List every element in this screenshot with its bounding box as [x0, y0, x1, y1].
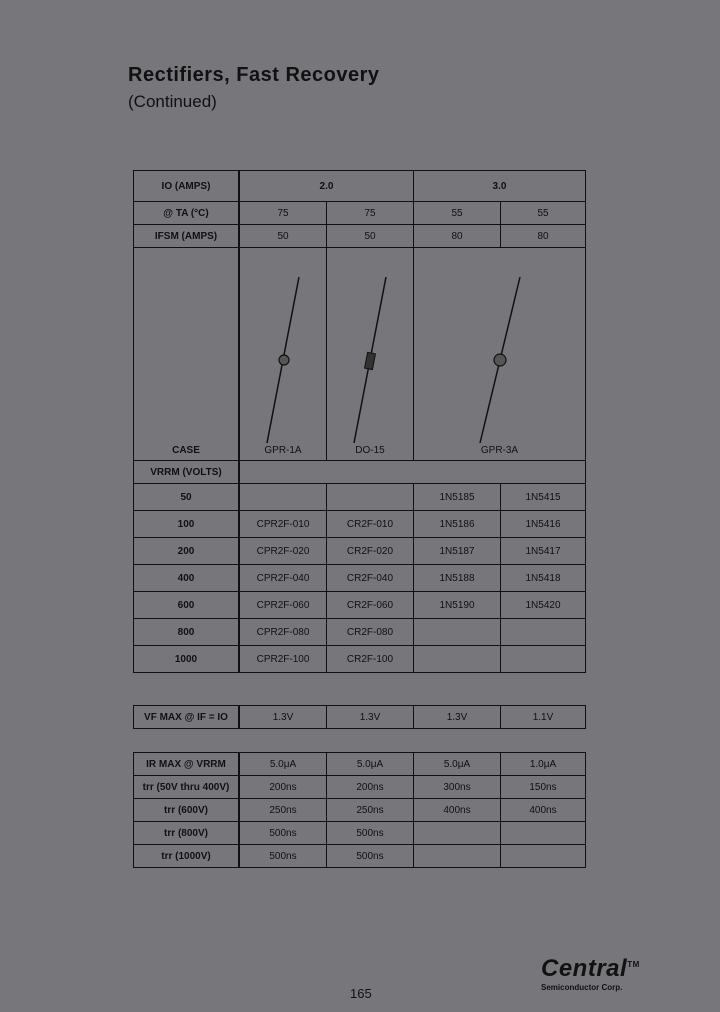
spec-label: trr (50V thru 400V) — [134, 776, 240, 799]
diode-gpr1a-icon — [263, 275, 303, 445]
page-title: Rectifiers, Fast Recovery — [128, 64, 380, 86]
ifsm-cell: 50 — [239, 225, 327, 248]
part-cell: CPR2F-100 — [239, 646, 327, 673]
voltage-cell: 1000 — [134, 646, 240, 673]
table-row — [134, 753, 586, 776]
part-cell: 1N5416 — [501, 511, 586, 538]
part-cell: CR2F-020 — [327, 538, 414, 565]
table-row — [134, 461, 586, 484]
table-row — [134, 845, 586, 868]
rectifier-selection-table — [133, 170, 586, 673]
ifsm-cell: 50 — [327, 225, 414, 248]
vrrm-label: VRRM (VOLTS) — [134, 461, 240, 484]
table-row — [134, 592, 586, 619]
part-cell — [414, 646, 501, 673]
spec-cell: 1.0μA — [501, 753, 586, 776]
voltage-cell: 400 — [134, 565, 240, 592]
part-cell — [414, 619, 501, 646]
table-row — [134, 565, 586, 592]
spec-cell: 500ns — [239, 822, 327, 845]
spec-cell: 250ns — [327, 799, 414, 822]
voltage-cell: 800 — [134, 619, 240, 646]
forward-voltage-table — [133, 705, 586, 729]
case-cell-gpr3a — [414, 248, 586, 461]
table-row — [134, 225, 586, 248]
temp-cell: 75 — [239, 202, 327, 225]
part-cell: 1N5187 — [414, 538, 501, 565]
vrrm-spacer — [239, 461, 586, 484]
spec-cell: 400ns — [501, 799, 586, 822]
part-cell: CPR2F-060 — [239, 592, 327, 619]
table-row — [134, 646, 586, 673]
spec-cell: 300ns — [414, 776, 501, 799]
table-row — [134, 619, 586, 646]
voltage-cell: 50 — [134, 484, 240, 511]
brand-name: Central — [541, 955, 628, 982]
part-cell: CR2F-080 — [327, 619, 414, 646]
part-cell: CR2F-010 — [327, 511, 414, 538]
brand-subtitle: Semiconductor Corp. — [541, 983, 623, 992]
table-row — [134, 511, 586, 538]
spec-label: trr (600V) — [134, 799, 240, 822]
part-cell — [501, 619, 586, 646]
case-name: DO-15 — [355, 445, 385, 456]
ifsm-cell: 80 — [501, 225, 586, 248]
part-cell: CR2F-100 — [327, 646, 414, 673]
part-cell: CPR2F-040 — [239, 565, 327, 592]
temp-label: @ TA (°C) — [134, 202, 240, 225]
temp-cell: 75 — [327, 202, 414, 225]
voltage-cell: 200 — [134, 538, 240, 565]
ifsm-label: IFSM (AMPS) — [134, 225, 240, 248]
electrical-specs-table — [133, 752, 586, 868]
case-cell-do15 — [327, 248, 414, 461]
spec-cell — [414, 845, 501, 868]
spec-cell: 500ns — [327, 845, 414, 868]
page-subtitle: (Continued) — [128, 92, 217, 111]
spec-cell: 5.0μA — [239, 753, 327, 776]
part-cell — [239, 484, 327, 511]
vf-cell: 1.1V — [501, 706, 586, 729]
part-cell — [327, 484, 414, 511]
table-row — [134, 202, 586, 225]
part-cell: 1N5188 — [414, 565, 501, 592]
part-cell: 1N5417 — [501, 538, 586, 565]
io-group-1: 2.0 — [239, 171, 414, 202]
table-row — [134, 171, 586, 202]
part-cell: CR2F-040 — [327, 565, 414, 592]
table-row — [134, 799, 586, 822]
brand-logo — [541, 955, 640, 983]
spec-cell: 5.0μA — [414, 753, 501, 776]
case-label: CASE — [134, 248, 240, 461]
spec-cell — [501, 845, 586, 868]
table-row — [134, 538, 586, 565]
spec-cell: 500ns — [239, 845, 327, 868]
io-group-2: 3.0 — [414, 171, 586, 202]
part-cell: 1N5418 — [501, 565, 586, 592]
vf-cell: 1.3V — [239, 706, 327, 729]
spec-label: trr (800V) — [134, 822, 240, 845]
spec-cell: 200ns — [239, 776, 327, 799]
temp-cell: 55 — [501, 202, 586, 225]
table-row — [134, 776, 586, 799]
spec-cell — [501, 822, 586, 845]
page-number: 165 — [350, 986, 372, 1001]
diode-do15-icon — [350, 275, 390, 445]
voltage-cell: 600 — [134, 592, 240, 619]
spec-cell: 400ns — [414, 799, 501, 822]
vf-label: VF MAX @ IF = IO — [134, 706, 240, 729]
vf-cell: 1.3V — [327, 706, 414, 729]
spec-cell — [414, 822, 501, 845]
part-cell: CPR2F-080 — [239, 619, 327, 646]
diode-gpr3a-icon — [470, 275, 530, 445]
table-row — [134, 248, 586, 461]
spec-cell: 5.0μA — [327, 753, 414, 776]
brand-tm: TM — [627, 960, 640, 969]
part-cell: 1N5420 — [501, 592, 586, 619]
part-cell: 1N5186 — [414, 511, 501, 538]
part-cell: CPR2F-020 — [239, 538, 327, 565]
case-name: GPR-3A — [480, 445, 519, 456]
spec-label: trr (1000V) — [134, 845, 240, 868]
table-row — [134, 484, 586, 511]
table-row — [134, 706, 586, 729]
spec-label: IR MAX @ VRRM — [134, 753, 240, 776]
case-name: GPR-1A — [264, 445, 302, 456]
voltage-cell: 100 — [134, 511, 240, 538]
spec-cell: 250ns — [239, 799, 327, 822]
part-cell: 1N5415 — [501, 484, 586, 511]
spec-cell: 200ns — [327, 776, 414, 799]
spec-cell: 150ns — [501, 776, 586, 799]
part-cell: CR2F-060 — [327, 592, 414, 619]
spec-cell: 500ns — [327, 822, 414, 845]
table-row — [134, 822, 586, 845]
case-cell-gpr1a — [239, 248, 327, 461]
ifsm-cell: 80 — [414, 225, 501, 248]
part-cell — [501, 646, 586, 673]
temp-cell: 55 — [414, 202, 501, 225]
part-cell: CPR2F-010 — [239, 511, 327, 538]
io-label: IO (AMPS) — [134, 171, 240, 202]
part-cell: 1N5190 — [414, 592, 501, 619]
vf-cell: 1.3V — [414, 706, 501, 729]
part-cell: 1N5185 — [414, 484, 501, 511]
